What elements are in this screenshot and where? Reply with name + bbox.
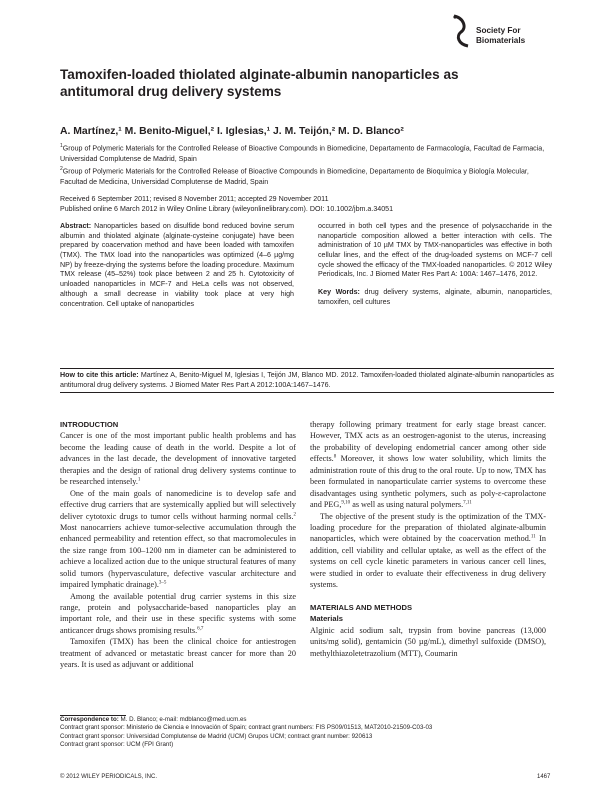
section-heading-introduction: INTRODUCTION xyxy=(60,420,119,429)
affiliation-mark: 2 xyxy=(60,165,63,172)
paragraph xyxy=(310,625,546,659)
keywords-text: drug delivery systems, alginate, albumin, nanoparticles, tamoxifen, cell cultures xyxy=(318,288,552,306)
abstract-right-column xyxy=(318,222,552,308)
paragraph-text: Cancer is one of the most important public health problems and has become the leading cause of death in the world. Despite a lot of advances in the last decade, the development of innovative targeted therapies and the design of rational drug delivery systems continue to be researched intensely. xyxy=(60,431,296,487)
reference-mark: 9,10 xyxy=(341,500,351,506)
publication-dates xyxy=(60,195,550,214)
divider xyxy=(60,392,554,393)
grant-sponsor-3: Contract grant sponsor: UCM (FPI Grant) xyxy=(60,741,174,749)
correspondence-label: Correspondence to: xyxy=(60,716,119,723)
paragraph-text: Tamoxifen (TMX) has been the clinical choice for antiestrogen treatment of advanced or metastatic breast cancer for more than 20 years. It is used as adjuvant or additional xyxy=(60,637,296,670)
paragraph-text: Among the available potential drug carrier systems in this size range, protein and polysaccharide-based nanoparticles play an important role, and their use in these specific systems with some anticancer drugs shows promising results. xyxy=(60,591,296,635)
abstract-label: Abstract: xyxy=(60,222,92,230)
affiliation-text: Group of Polymeric Materials for the Controlled Release of Bioactive Compounds in Biomedicine, Departamento de Bioquímica y Biología Molecular, Facultad de Medicina, Universidad Complutense de Madrid, Spain xyxy=(60,167,529,186)
keywords xyxy=(318,288,552,307)
spacer xyxy=(310,591,546,602)
affiliation-2 xyxy=(60,164,550,187)
society-logo-icon xyxy=(452,14,470,48)
logo-line-2: Biomaterials xyxy=(476,36,526,45)
reference-mark: 7,11 xyxy=(463,500,472,506)
affiliation-1 xyxy=(60,141,550,164)
abstract-text-left: Nanoparticles based on disulfide bond reduced bovine serum albumin and thiolated alginate (alginate-cysteine conjugate) have been prepared by coacervation method and have been loaded with tamoxifen (TMX). The TMX load into the nanoparticles was optimized (4–6 µg/mg NP) by freeze-drying the systems before the loading procedure. Maximum TMX release (45–52%) took place between 2 and 25 h. Cytotoxicity of unloaded nanoparticles in MCF-7 and HeLa cells was not observed, although a small decrease in viability took place at very high concentration. Cell uptake of nanoparticles xyxy=(60,222,294,308)
reference-mark: 11 xyxy=(530,534,536,540)
citation-label: How to cite this article: xyxy=(60,371,139,379)
abstract-text-right: occurred in both cell types and the presence of polysaccharide in the nanoparticle composition allowed a better interaction with cells. The administration of 10 µM TMX by TMX-nanoparticles was effective in both cellular lines, and the effect of the drug-loaded systems on MCF-7 cell cycle showed the efficacy of the TMX-loaded nanoparticles. © 2012 Wiley Periodicals, Inc. J Biomed Mater Res Part A: 100A: 1467–1476, 2012. xyxy=(318,222,552,279)
paragraph xyxy=(60,636,296,670)
paragraph-text: Most nanocarriers achieve tumor-selective accumulation through the enhanced permeability and retention effect, so that macromolecules in the size range from 100–1200 nm in diameter can be administered to achieve a localized action due to the unique structural features of many solid tumors (hypervasculature, defective vascular architecture and impaired lymphatic drainage). xyxy=(60,522,296,590)
divider xyxy=(60,368,554,369)
abstract-left-column xyxy=(60,222,294,309)
grant-sponsor-1: Contract grant sponsor: Ministerio de Ciencia e Innovación of Spain; contract grant numbers: FIS PS09/01513, MAT2010-21509-C03-03 xyxy=(60,724,433,732)
reference-mark: 8 xyxy=(333,454,337,460)
paragraph xyxy=(310,511,546,591)
correspondence-text: M. D. Blanco; e-mail: mdblanco@med.ucm.es xyxy=(120,716,247,723)
affiliations xyxy=(60,141,550,187)
reference-mark: 6,7 xyxy=(197,626,204,632)
copyright-footer: © 2012 WILEY PERIODICALS, INC. xyxy=(60,774,158,780)
article-title: Tamoxifen-loaded thiolated alginate-albumin nanoparticles as antitumoral drug delivery systems xyxy=(60,67,459,99)
page-number: 1467 xyxy=(537,774,551,780)
keywords-label: Key Words: xyxy=(318,288,360,297)
logo-line-1: Society For xyxy=(476,26,521,35)
citation-box xyxy=(60,371,554,390)
paragraph-text: One of the main goals of nanomedicine is to develop safe and effective drug carriers that are systemically applied but will selectively deliver cytotoxic drugs to tumor cells without harming normal cells. xyxy=(60,488,296,521)
body-column-left xyxy=(60,419,296,671)
abstract xyxy=(60,222,560,308)
reference-mark: 1 xyxy=(137,477,141,483)
footnotes xyxy=(60,716,554,750)
correspondence xyxy=(60,716,554,724)
paragraph-text: therapy following primary treatment for early stage breast cancer. However, TMX acts as an oestrogen-agonist to the uterus, increasing the probability of developing endometrial cancer among other side effects. xyxy=(310,420,546,464)
paragraph-text: Moreover, it shows low water solubility, which limits the administration route of this drug to the oral route. Up to now, TMX has been formulated in nanoparticulate carrier systems to overcome these disadvantages using synthetic polymers, such as poly-ε-caprolactone and PEG, xyxy=(310,454,546,510)
author-list: A. Martínez,¹ M. Benito-Miguel,² I. Iglesias,¹ J. M. Teijón,² M. D. Blanco² xyxy=(60,126,404,137)
published-online: Published online 6 March 2012 in Wiley Online Library (wileyonlinelibrary.com). DOI: 10.1002/jbm.a.34051 xyxy=(60,204,394,213)
reference-mark: 2 xyxy=(293,511,296,517)
subsection-heading-materials: Materials xyxy=(310,614,343,624)
journal-logo xyxy=(452,14,572,54)
paragraph-text: Alginic acid sodium salt, trypsin from bovine pancreas (13,000 units/mg solid), gentamicin (50 µg/mL), dimethyl sulfoxide (DMSO), methylthiazoletetrazolium (MTT), Coumarin xyxy=(310,625,546,658)
paragraph-text: The objective of the present study is the optimization of the TMX-loading procedure for the preparation of thiolated alginate-albumin nanoparticles, which were obtained by the coacervation method. xyxy=(310,511,546,544)
citation-text: Martínez A, Benito-Miguel M, Iglesias I, Teijón JM, Blanco MD. 2012. Tamoxifen-loaded thiolated alginate-albumin nanoparticles as antitumoral drug delivery systems. J Biomed Mater Res Part A 2012:100A:1467–1476. xyxy=(60,371,554,389)
section-heading-methods: MATERIALS AND METHODS xyxy=(310,602,413,612)
paragraph-text: In addition, cell viability and cellular uptake, as well as the effect of the systems on cell cycle kinetic parameters in various cancer cell lines, were studied in order to evaluate their effectiveness in drug delivery systems. xyxy=(310,534,546,590)
grant-sponsor-2: Contract grant sponsor: Universidad Complutense de Madrid (UCM) Grupos UCM; contract grant number: 920613 xyxy=(60,732,373,740)
paragraph xyxy=(60,591,296,637)
paragraph-text: as well as using natural polymers. xyxy=(350,500,464,510)
society-name xyxy=(476,26,525,46)
affiliation-mark: 1 xyxy=(60,143,63,149)
paragraph xyxy=(310,419,546,511)
reference-mark: 3–5 xyxy=(158,580,167,586)
received-dates: Received 6 September 2011; revised 8 November 2011; accepted 29 November 2011 xyxy=(60,195,329,203)
affiliation-text: Group of Polymeric Materials for the Controlled Release of Bioactive Compounds in Biomedicine, Departamento de Farmacología, Facultad de Farmacia, Universidad Complutense de Madrid, Spain xyxy=(60,144,545,163)
paragraph xyxy=(60,488,296,591)
paragraph xyxy=(60,430,296,487)
body-column-right xyxy=(310,419,546,659)
